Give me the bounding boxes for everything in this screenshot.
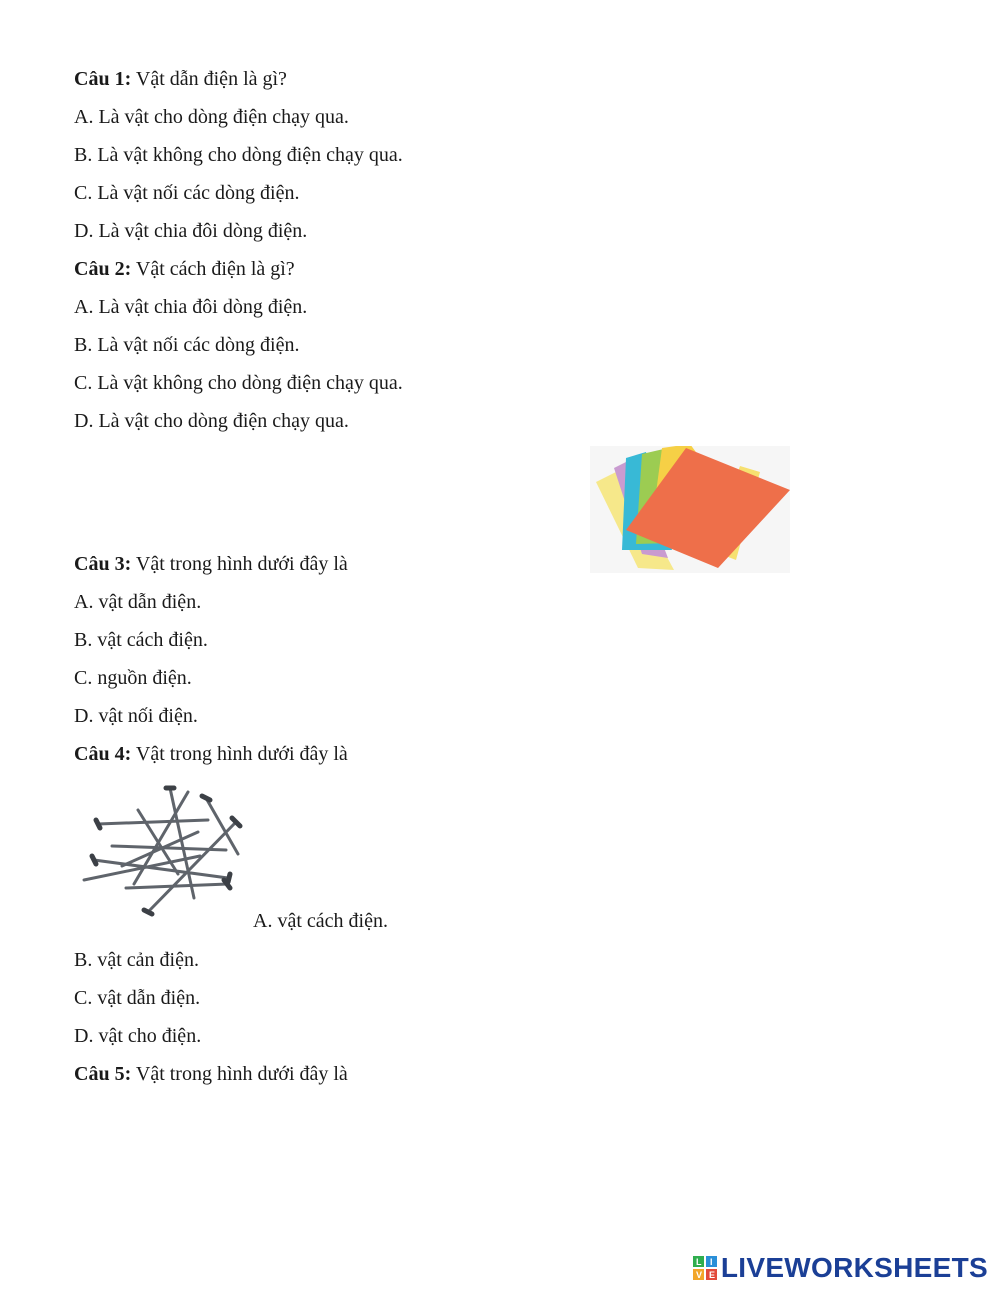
answer-option[interactable]: D. vật nối điện.	[74, 705, 198, 727]
question-1	[74, 67, 287, 91]
question-text: Vật trong hình dưới đây là	[135, 1063, 348, 1085]
svg-text:V: V	[695, 1270, 702, 1280]
answer-option[interactable]: D. vật cho điện.	[74, 1025, 202, 1047]
answer-option[interactable]: A. Là vật cho dòng điện chạy qua.	[74, 106, 349, 128]
answer-option[interactable]: B. vật cách điện.	[74, 629, 208, 651]
question-label: Câu 4:	[74, 743, 132, 765]
logo-mark-icon	[693, 1256, 717, 1280]
liveworksheets-logo	[693, 1252, 988, 1284]
colored-paper-image	[590, 446, 790, 573]
answer-option[interactable]: C. Là vật nối các dòng điện.	[74, 182, 300, 204]
question-3	[74, 552, 348, 576]
svg-text:E: E	[708, 1270, 715, 1280]
question-label: Câu 3:	[74, 553, 132, 575]
answer-option[interactable]: A. vật dẫn điện.	[74, 591, 202, 613]
answer-option[interactable]: A. Là vật chia đôi dòng điện.	[74, 296, 308, 318]
answer-option[interactable]: B. Là vật không cho dòng điện chạy qua.	[74, 144, 403, 166]
question-label: Câu 5:	[74, 1063, 132, 1085]
svg-text:L: L	[695, 1257, 702, 1267]
question-text: Vật dẫn điện là gì?	[135, 68, 287, 90]
question-text: Vật trong hình dưới đây là	[135, 553, 348, 575]
question-label: Câu 2:	[74, 258, 132, 280]
nails-image	[78, 780, 244, 924]
answer-option[interactable]: C. nguồn điện.	[74, 667, 192, 689]
question-2	[74, 257, 295, 281]
answer-option[interactable]: C. Là vật không cho dòng điện chạy qua.	[74, 372, 403, 394]
question-text: Vật trong hình dưới đây là	[135, 743, 348, 765]
answer-option[interactable]: B. Là vật nối các dòng điện.	[74, 334, 300, 356]
answer-option[interactable]: C. vật dẫn điện.	[74, 987, 201, 1009]
logo-text: LIVEWORKSHEETS	[720, 1252, 988, 1283]
answer-option[interactable]: B. vật cản điện.	[74, 949, 199, 971]
svg-text:I: I	[709, 1257, 713, 1267]
question-text: Vật cách điện là gì?	[135, 258, 295, 280]
question-5	[74, 1062, 348, 1086]
answer-option[interactable]: A. vật cách điện.	[253, 910, 388, 932]
question-4	[74, 742, 348, 766]
answer-option[interactable]: D. Là vật chia đôi dòng điện.	[74, 220, 308, 242]
answer-option[interactable]: D. Là vật cho dòng điện chạy qua.	[74, 410, 349, 432]
question-label: Câu 1:	[74, 68, 132, 90]
